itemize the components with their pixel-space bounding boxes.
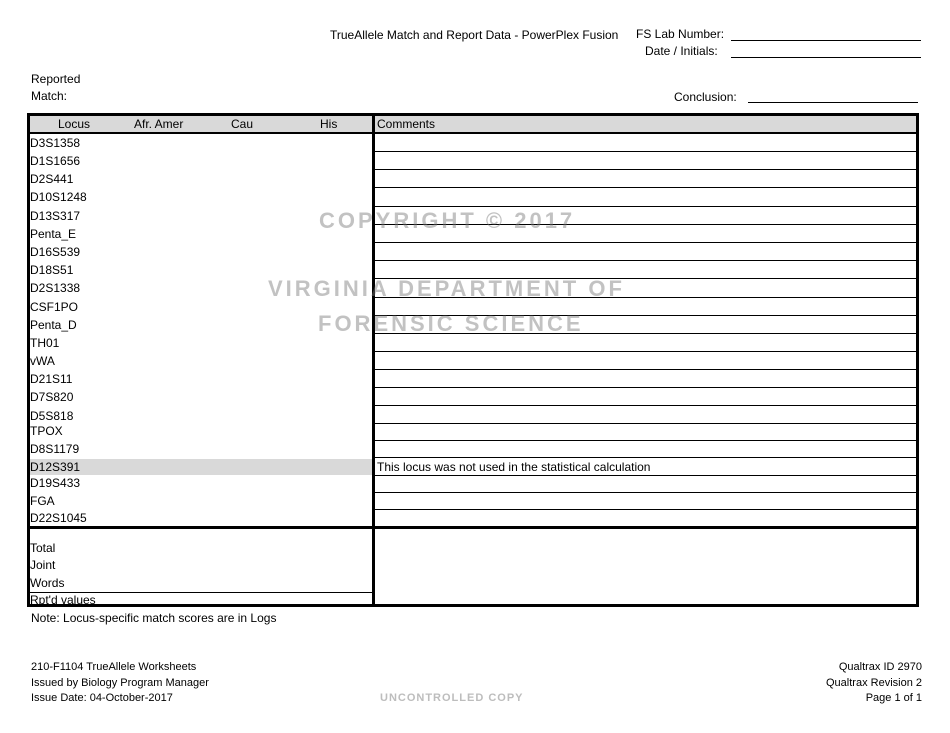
locus-row: D16S539 [30,245,81,259]
locus-row: D5S818 [30,409,74,423]
watermark-copyright: COPYRIGHT © 2017 [319,208,576,233]
column-header-locus: Locus [58,117,91,131]
date-initials-field[interactable] [731,57,921,58]
locus-row: vWA [30,354,55,368]
conclusion-label: Conclusion: [674,90,737,104]
locus-row: D10S1248 [30,190,87,204]
locus-row: D8S1179 [30,442,80,456]
d12s391-comment: This locus was not used in the statistical calculation [377,460,651,474]
column-header-cau: Cau [231,117,254,131]
column-header-comments: Comments [377,117,436,131]
locus-row: D19S433 [30,476,81,490]
column-header-his: His [320,117,338,131]
fs-lab-number-field[interactable] [731,40,921,41]
locus-row: D3S1358 [30,136,81,150]
locus-row: D2S1338 [30,281,81,295]
locus-row: FGA [30,494,55,508]
locus-row: Penta_D [30,318,77,332]
locus-row: D21S11 [30,372,73,386]
footer-qualtrax-revision: Qualtrax Revision 2 [826,677,922,689]
watermark-department: VIRGINIA DEPARTMENT OF [268,276,625,301]
locus-row: CSF1PO [30,300,79,314]
locus-row: D2S441 [30,172,74,186]
locus-row: D18S51 [30,263,74,277]
locus-row: D13S317 [30,209,81,223]
locus-row: Penta_E [30,227,77,241]
fs-lab-number-label: FS Lab Number: [636,27,725,41]
footer-issue-date: Issue Date: 04-October-2017 [31,692,173,704]
reported-label: Reported [31,72,81,86]
locus-row: D12S391 [30,460,81,474]
joint-row: Joint [30,558,56,572]
uncontrolled-copy-stamp: UNCONTROLLED COPY [380,692,524,704]
locus-row: TPOX [30,424,63,438]
footer-issued-by: Issued by Biology Program Manager [31,677,209,689]
footer-form-id: 210-F1104 TrueAllele Worksheets [31,661,197,673]
locus-row: D22S1045 [30,511,87,525]
match-label: Match: [31,89,68,103]
watermark-forensic: FORENSIC SCIENCE [318,311,584,336]
form-title: TrueAllele Match and Report Data - PowerPlex Fusion [330,28,619,42]
data-table [27,113,919,607]
footer-page-number: Page 1 of 1 [865,692,922,704]
words-row: Words [30,576,65,590]
locus-row: D7S820 [30,390,74,404]
locus-row: D1S1656 [30,154,81,168]
footer-qualtrax-id: Qualtrax ID 2970 [838,661,922,673]
conclusion-field[interactable] [748,102,918,103]
note: Note: Locus-specific match scores are in Logs [31,611,277,625]
rptd-values-row: Rpt'd values [30,593,96,607]
date-initials-label: Date / Initials: [645,44,718,58]
total-row: Total [30,541,56,555]
column-header-afr-amer: Afr. Amer [134,117,184,131]
locus-row: TH01 [30,336,60,350]
